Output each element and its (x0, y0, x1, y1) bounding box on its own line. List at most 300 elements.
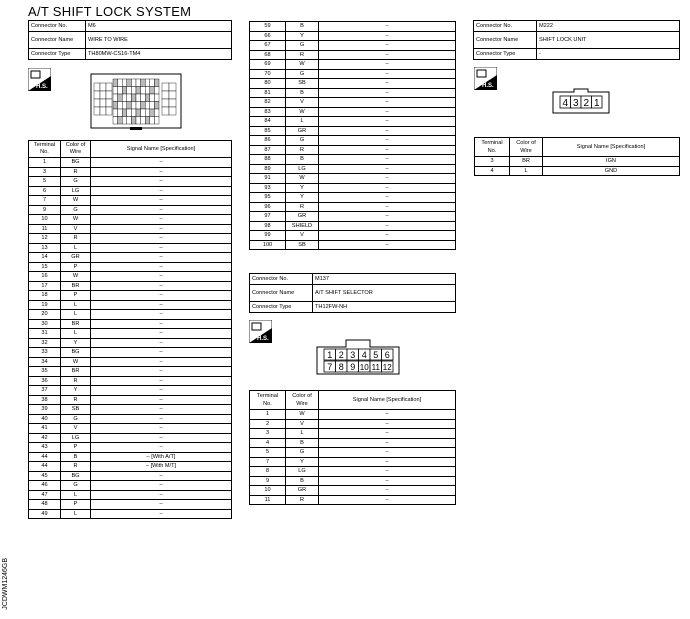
terminal-no-cell: 12 (29, 234, 61, 244)
signal-name-cell: – (91, 471, 232, 481)
signal-name-cell: – [With A/T] (91, 452, 232, 462)
wire-color-cell: W (286, 60, 319, 70)
signal-name-cell: – (319, 457, 456, 467)
color-header: Color of Wire (286, 391, 319, 410)
wire-color-cell: GR (286, 212, 319, 222)
signal-name-cell: – (91, 348, 232, 358)
pin-number: 12 (382, 363, 392, 372)
table-row (29, 329, 232, 339)
hs-label: H.S. (482, 83, 494, 89)
table-row (250, 145, 456, 155)
signal-name-cell: – (91, 253, 232, 263)
connector-cavity (150, 94, 155, 102)
signal-name-cell: – [With M/T] (91, 462, 232, 472)
wire-color-cell: W (61, 215, 91, 225)
connector-cavity (145, 94, 150, 102)
terminal-no-cell: 11 (250, 495, 286, 505)
signal-name-cell: – (91, 500, 232, 510)
connector-cavity (131, 109, 136, 117)
table-row (29, 234, 232, 244)
terminal-no-cell: 32 (29, 338, 61, 348)
connector-cavity (118, 102, 123, 110)
terminal-no-cell: 44 (29, 452, 61, 462)
connector-no-label: Connector No. (250, 274, 313, 285)
wire-color-cell: G (61, 177, 91, 187)
connector-cavity (154, 79, 159, 87)
wire-color-cell: Y (286, 457, 319, 467)
wire-color-cell: R (286, 50, 319, 60)
wire-color-cell: L (510, 166, 543, 176)
table-row (250, 212, 456, 222)
table-row (29, 348, 232, 358)
terminal-no-cell: 16 (29, 272, 61, 282)
terminal-no-cell: 88 (250, 155, 286, 165)
connector-cavity (127, 102, 132, 110)
table-row (29, 158, 232, 168)
wire-color-cell: G (61, 414, 91, 424)
wire-color-cell: B (286, 155, 319, 165)
table-row (29, 386, 232, 396)
connector-cavity (118, 87, 123, 95)
wire-color-cell: W (61, 357, 91, 367)
signal-name-cell: – (91, 481, 232, 491)
table-row (29, 262, 232, 272)
connector-cavity (113, 117, 118, 125)
terminal-no-cell: 45 (29, 471, 61, 481)
wire-color-cell: R (286, 145, 319, 155)
signal-name-cell: – (91, 262, 232, 272)
terminal-no-cell: 44 (29, 462, 61, 472)
signal-header: Signal Name [Specification] (91, 141, 232, 158)
signal-name-cell: – (319, 145, 456, 155)
table-row (29, 177, 232, 187)
hs-label: H.S. (36, 84, 48, 90)
connector-cavity (150, 102, 155, 110)
wire-color-cell: B (286, 22, 319, 32)
connector-name-label: Connector Name (474, 32, 537, 49)
wire-color-cell: BR (61, 319, 91, 329)
wire-color-cell: R (61, 167, 91, 177)
wire-color-cell: P (61, 262, 91, 272)
table-row (29, 291, 232, 301)
signal-name-cell: – (91, 329, 232, 339)
terminal-no-cell: 36 (29, 376, 61, 386)
signal-name-cell: – (91, 205, 232, 215)
signal-name-cell: – (91, 234, 232, 244)
connector-type-label: Connector Type (474, 49, 537, 60)
connector-cavity (106, 83, 112, 91)
table-row (250, 467, 456, 477)
signal-name-cell: – (91, 395, 232, 405)
terminal-no-cell: 95 (250, 193, 286, 203)
signal-name-cell: – (319, 495, 456, 505)
pin-number: 9 (350, 362, 356, 372)
signal-name-cell: – (319, 476, 456, 486)
terminal-no-cell: 91 (250, 174, 286, 184)
table-row (29, 319, 232, 329)
table-row (29, 481, 232, 491)
connector-cavity (136, 94, 141, 102)
connector-cavity (122, 79, 127, 87)
wire-color-cell: L (286, 429, 319, 439)
terminal-no-cell: 49 (29, 509, 61, 519)
connector-cavity (131, 102, 136, 110)
connector-cavity (106, 99, 112, 107)
table-row (250, 419, 456, 429)
signal-name-cell: – (91, 405, 232, 415)
signal-name-cell: – (91, 376, 232, 386)
wire-color-cell: L (61, 300, 91, 310)
m6-connector-info (28, 20, 232, 60)
connector-type-label: Connector Type (29, 49, 86, 60)
terminal-no-cell: 82 (250, 98, 286, 108)
connector-cavity (106, 91, 112, 99)
table-row (29, 272, 232, 282)
table-row (250, 183, 456, 193)
table-row (250, 231, 456, 241)
terminal-no-cell: 33 (29, 348, 61, 358)
terminal-no-cell: 37 (29, 386, 61, 396)
terminal-no-cell: 3 (29, 167, 61, 177)
terminal-no-cell: 86 (250, 136, 286, 146)
table-row (29, 186, 232, 196)
connector-no-label: Connector No. (474, 21, 537, 32)
table-row (250, 155, 456, 165)
terminal-no-cell: 3 (250, 429, 286, 439)
wire-color-cell: LG (286, 467, 319, 477)
connector-cavity (122, 109, 127, 117)
wire-color-cell: R (286, 495, 319, 505)
signal-name-cell: – (319, 193, 456, 203)
connector-cavity (118, 109, 123, 117)
connector-cavity (154, 109, 159, 117)
terminal-no-cell: 31 (29, 329, 61, 339)
signal-name-cell: – (91, 291, 232, 301)
connector-cavity (169, 83, 176, 91)
terminal-no-cell: 43 (29, 443, 61, 453)
signal-name-cell: – (91, 224, 232, 234)
table-row (29, 509, 232, 519)
connector-name-label: Connector Name (250, 285, 313, 302)
connector-cavity (131, 87, 136, 95)
table-row (250, 22, 456, 32)
connector-cavity (94, 83, 100, 91)
table-row (250, 107, 456, 117)
signal-name-cell: – (319, 69, 456, 79)
terminal-no-cell: 5 (29, 177, 61, 187)
terminal-no-header: Terminal No. (29, 141, 61, 158)
connector-cavity (131, 94, 136, 102)
table-row (250, 126, 456, 136)
terminal-no-cell: 48 (29, 500, 61, 510)
terminal-no-cell: 80 (250, 79, 286, 89)
terminal-no-cell: 4 (475, 166, 510, 176)
pin-number: 10 (359, 363, 369, 372)
wire-color-cell: Y (61, 386, 91, 396)
table-row (250, 486, 456, 496)
wire-color-cell: W (286, 174, 319, 184)
wire-color-cell: R (61, 395, 91, 405)
signal-name-cell: – (91, 158, 232, 168)
signal-name-cell: – (91, 357, 232, 367)
color-header: Color of Wire (61, 141, 91, 158)
pin-number: 3 (350, 350, 356, 360)
connector-cavity (141, 102, 146, 110)
signal-name-cell: GND (543, 166, 680, 176)
table-row (250, 88, 456, 98)
signal-name-cell: – (319, 22, 456, 32)
signal-name-cell: – (91, 338, 232, 348)
wire-color-cell: BG (61, 471, 91, 481)
connector-cavity (169, 107, 176, 115)
signal-name-cell: – (319, 448, 456, 458)
signal-name-cell: – (319, 117, 456, 127)
signal-name-cell: – (319, 155, 456, 165)
wire-color-cell: W (286, 410, 319, 420)
connector-cavity (100, 107, 106, 115)
connector-cavity (145, 79, 150, 87)
table-row (250, 69, 456, 79)
table-row (29, 443, 232, 453)
pin-number: 8 (338, 362, 344, 372)
signal-name-cell: – (319, 202, 456, 212)
connector-cavity (169, 91, 176, 99)
terminal-no-cell: 7 (29, 196, 61, 206)
m137-connector-no: M137 (313, 274, 456, 285)
table-row (250, 448, 456, 458)
signal-name-cell: – (319, 231, 456, 241)
connector-cavity (106, 107, 112, 115)
terminal-no-cell: 59 (250, 22, 286, 32)
terminal-no-cell: 1 (29, 158, 61, 168)
wire-color-cell: V (286, 231, 319, 241)
table-row (250, 193, 456, 203)
wire-color-cell: L (61, 243, 91, 253)
connector-cavity (162, 99, 169, 107)
signal-header: Signal Name [Specification] (319, 391, 456, 410)
table-row (475, 157, 680, 167)
signal-name-cell: – (319, 212, 456, 222)
table-row (29, 310, 232, 320)
terminal-no-cell: 14 (29, 253, 61, 263)
connector-cavity (127, 94, 132, 102)
wire-color-cell: P (61, 500, 91, 510)
wire-color-cell: W (286, 107, 319, 117)
terminal-no-cell: 68 (250, 50, 286, 60)
terminal-no-cell: 41 (29, 424, 61, 434)
table-row (29, 414, 232, 424)
table-row (250, 429, 456, 439)
terminal-no-cell: 9 (250, 476, 286, 486)
terminal-no-cell: 9 (29, 205, 61, 215)
connector-cavity (118, 94, 123, 102)
table-row (29, 357, 232, 367)
pin-number: 4 (361, 350, 367, 360)
table-row (29, 281, 232, 291)
m6-connector-diagram (90, 73, 182, 131)
m137-connector-diagram (316, 339, 400, 375)
connector-no-label: Connector No. (29, 21, 86, 32)
wire-color-cell: Y (286, 183, 319, 193)
signal-name-cell: – (319, 429, 456, 439)
wire-color-cell: L (61, 509, 91, 519)
m222-connector-diagram (552, 88, 610, 114)
wire-color-cell: LG (286, 164, 319, 174)
terminal-no-cell: 46 (29, 481, 61, 491)
terminal-no-cell: 17 (29, 281, 61, 291)
table-row (250, 31, 456, 41)
signal-name-cell: – (91, 243, 232, 253)
wire-color-cell: R (61, 462, 91, 472)
table-row (250, 98, 456, 108)
terminal-no-cell: 7 (250, 457, 286, 467)
table-row (29, 471, 232, 481)
pin-number: 2 (338, 350, 344, 360)
table-row (29, 253, 232, 263)
terminal-no-cell: 96 (250, 202, 286, 212)
m222-connector-type: - (537, 49, 680, 60)
connector-cavity (136, 87, 141, 95)
terminal-no-cell: 20 (29, 310, 61, 320)
m137-connector-info (249, 273, 456, 313)
signal-header: Signal Name [Specification] (543, 138, 680, 157)
connector-cavity (145, 102, 150, 110)
terminal-no-cell: 6 (29, 186, 61, 196)
harness-side-icon (474, 67, 497, 90)
connector-cavity (150, 109, 155, 117)
terminal-no-cell: 67 (250, 41, 286, 51)
connector-cavity (122, 117, 127, 125)
table-row (250, 410, 456, 420)
table-row (29, 490, 232, 500)
signal-name-cell: – (91, 215, 232, 225)
wire-color-cell: V (61, 224, 91, 234)
wire-color-cell: Y (286, 193, 319, 203)
connector-cavity (113, 79, 118, 87)
signal-name-cell: – (91, 177, 232, 187)
table-row (475, 166, 680, 176)
signal-name-cell: – (91, 300, 232, 310)
connector-cavity (154, 102, 159, 110)
m137-terminal-table (249, 390, 456, 505)
wire-color-cell: L (286, 117, 319, 127)
m222-terminal-table (474, 137, 680, 176)
m6-connector-name: WIRE TO WIRE (86, 32, 232, 49)
connector-cavity (136, 79, 141, 87)
signal-name-cell: – (91, 433, 232, 443)
terminal-no-cell: 35 (29, 367, 61, 377)
wire-color-cell: W (61, 272, 91, 282)
m6-connector-no: M6 (86, 21, 232, 32)
signal-name-cell: – (91, 196, 232, 206)
signal-name-cell: – (319, 467, 456, 477)
wire-color-cell: LG (61, 186, 91, 196)
table-row (29, 196, 232, 206)
terminal-no-cell: 5 (250, 448, 286, 458)
signal-name-cell: – (319, 240, 456, 250)
table-row (29, 424, 232, 434)
terminal-no-cell: 13 (29, 243, 61, 253)
signal-name-cell: IGN (543, 157, 680, 167)
hs-label: H.S. (257, 336, 269, 342)
signal-name-cell: – (319, 419, 456, 429)
signal-name-cell: – (91, 272, 232, 282)
connector-cavity (145, 87, 150, 95)
terminal-no-cell: 10 (29, 215, 61, 225)
connector-cavity (162, 91, 169, 99)
table-row (250, 476, 456, 486)
m137-connector-type: TH12FW-NH (313, 302, 456, 313)
connector-cavity (100, 83, 106, 91)
wire-color-cell: Y (286, 31, 319, 41)
wire-color-cell: G (286, 448, 319, 458)
terminal-no-cell: 69 (250, 60, 286, 70)
connector-cavity (113, 87, 118, 95)
table-row (250, 221, 456, 231)
pin-number: 4 (562, 98, 569, 109)
wire-color-cell: SB (286, 79, 319, 89)
table-row (29, 376, 232, 386)
signal-name-cell: – (319, 164, 456, 174)
m222-connector-no: M222 (537, 21, 680, 32)
connector-cavity (141, 87, 146, 95)
pin-number: 5 (373, 350, 379, 360)
m137-connector-name: A/T SHIFT SELECTOR (313, 285, 456, 302)
wire-color-cell: SHIELD (286, 221, 319, 231)
wire-color-cell: V (286, 98, 319, 108)
wire-color-cell: L (61, 310, 91, 320)
color-header: Color of Wire (510, 138, 543, 157)
signal-name-cell: – (91, 386, 232, 396)
signal-name-cell: – (319, 183, 456, 193)
connector-cavity (94, 107, 100, 115)
connector-cavity (100, 99, 106, 107)
terminal-no-cell: 81 (250, 88, 286, 98)
connector-cavity (169, 99, 176, 107)
terminal-no-cell: 99 (250, 231, 286, 241)
terminal-no-cell: 1 (250, 410, 286, 420)
wire-color-cell: G (61, 481, 91, 491)
table-row (250, 50, 456, 60)
signal-name-cell: – (319, 221, 456, 231)
table-row (29, 300, 232, 310)
signal-name-cell: – (319, 31, 456, 41)
signal-name-cell: – (319, 107, 456, 117)
pin-number: 3 (572, 98, 579, 109)
pin-number: 11 (371, 363, 380, 372)
connector-cavity (141, 117, 146, 125)
signal-name-cell: – (319, 50, 456, 60)
terminal-no-cell: 8 (250, 467, 286, 477)
table-row (29, 405, 232, 415)
signal-name-cell: – (319, 126, 456, 136)
connector-cavity (141, 79, 146, 87)
wire-color-cell: R (61, 376, 91, 386)
wire-color-cell: B (286, 438, 319, 448)
connector-cavity (113, 94, 118, 102)
wire-color-cell: BR (61, 367, 91, 377)
connector-cavity (145, 117, 150, 125)
harness-side-icon (249, 320, 272, 343)
m222-connector-info (473, 20, 680, 60)
signal-name-cell: – (319, 88, 456, 98)
wire-color-cell: G (286, 136, 319, 146)
signal-name-cell: – (91, 509, 232, 519)
wire-color-cell: L (61, 329, 91, 339)
connector-cavity (150, 79, 155, 87)
signal-name-cell: – (319, 486, 456, 496)
wire-color-cell: SB (61, 405, 91, 415)
